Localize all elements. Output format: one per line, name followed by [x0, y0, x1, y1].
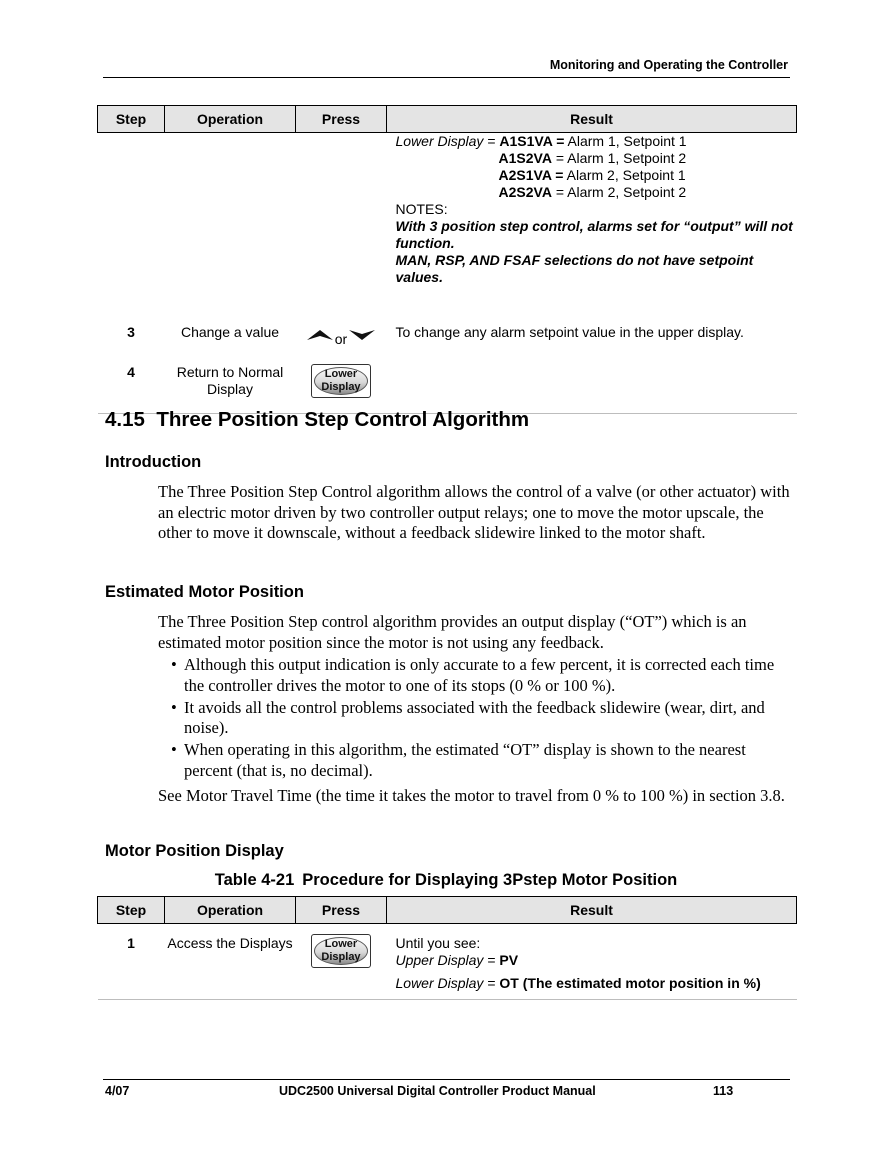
- table-row-continued: [98, 133, 797, 324]
- or-text: or: [334, 330, 348, 347]
- introduction-paragraph: The Three Position Step Control algorithm allows the control of a valve (or other actuator) with an electric motor driven by two controller output relays; one to move the motor upscale, the other to move it downscale, without a feedback slidewire linked to the motor shaft.: [158, 482, 790, 542]
- bullet-list: [158, 655, 790, 783]
- col-header-press: Press: [296, 897, 387, 924]
- see-also-paragraph: See Motor Travel Time (the time it takes the motor to travel from 0 % to 100 %) in section 3.8.: [158, 786, 785, 805]
- alarm-line-2: A1S2VA = Alarm 1, Setpoint 2: [498, 150, 687, 166]
- col-header-operation: Operation: [165, 106, 296, 133]
- col-header-step: Step: [98, 897, 165, 924]
- page-number: 113: [713, 1084, 734, 1098]
- footer-title: UDC2500 Universal Digital Controller Product Manual: [279, 1084, 596, 1098]
- result-cell: Until you see: Upper Display = PV Lower Display = OT (The estimated motor position in %): [387, 924, 797, 1000]
- down-arrow-key-icon: [348, 328, 376, 342]
- up-arrow-key-icon: [306, 328, 334, 342]
- upper-display-line: Upper Display = PV: [395, 952, 519, 968]
- table-row: [98, 924, 797, 1000]
- note-2: MAN, RSP, AND FSAF selections do not have setpoint values.: [395, 252, 754, 285]
- alarm-line-1: Lower Display = A1S1VA = Alarm 1, Setpoint 1: [395, 133, 687, 149]
- estimated-motor-position-paragraph: The Three Position Step control algorithm provides an output display (“OT”) which is an estimated motor position since the motor is not using any feedback.: [158, 612, 747, 652]
- note-1: With 3 position step control, alarms set for “output” will not function.: [395, 218, 793, 251]
- introduction-heading: Introduction: [105, 453, 202, 471]
- section-heading: 4.15 Three Position Step Control Algorithm: [105, 408, 530, 431]
- estimated-motor-position-heading: Estimated Motor Position: [105, 583, 304, 601]
- table-header-row: [98, 106, 797, 133]
- running-header: Monitoring and Operating the Controller: [549, 58, 788, 72]
- alarm-procedure-table: [97, 105, 797, 414]
- operation-text: Change a value: [180, 323, 280, 340]
- col-header-result: Result: [387, 106, 797, 133]
- footer-date: 4/07: [105, 1084, 130, 1098]
- col-header-press: Press: [296, 106, 387, 133]
- notes-label: NOTES:: [395, 201, 448, 217]
- operation-text: Access the Displays: [165, 924, 296, 1000]
- col-header-operation: Operation: [165, 897, 296, 924]
- step-number: 3: [127, 323, 135, 340]
- table-header-row: [98, 897, 797, 924]
- motor-position-procedure-table: [97, 896, 797, 1000]
- footer-rule: [103, 1079, 790, 1080]
- motor-position-display-heading: Motor Position Display: [105, 842, 284, 860]
- alarm-line-3: A2S1VA = Alarm 2, Setpoint 1: [498, 167, 686, 183]
- press-cell: [296, 924, 387, 1000]
- lower-display-label: Lower Display: [395, 133, 484, 149]
- lower-display-key-icon: Lower Display: [311, 364, 371, 398]
- list-item: • It avoids all the control problems associated with the feedback slidewire (wear, dirt, and noise).: [171, 697, 765, 737]
- press-cell: [296, 324, 387, 364]
- lower-display-key-icon: Lower Display: [311, 934, 371, 968]
- list-item: • When operating in this algorithm, the estimated “OT” display is shown to the nearest percent (that is, no decimal).: [171, 740, 746, 780]
- step-number: 1: [98, 924, 165, 1000]
- col-header-result: Result: [387, 897, 797, 924]
- operation-text: Return to Normal Display: [165, 364, 296, 414]
- header-rule: [103, 77, 790, 78]
- alarm-line-4: A2S2VA = Alarm 2, Setpoint 2: [498, 184, 687, 200]
- table-row: [98, 364, 797, 414]
- table-caption: Table 4-21 Procedure for Displaying 3Pstep Motor Position: [214, 871, 678, 889]
- step-number: 4: [98, 364, 165, 414]
- lower-display-line: Lower Display = OT (The estimated motor position in %): [395, 975, 761, 991]
- col-header-step: Step: [98, 106, 165, 133]
- press-cell: [296, 364, 387, 414]
- continued-result-cell: [387, 133, 797, 324]
- table-row: [98, 324, 797, 364]
- up-down-keys: [306, 327, 376, 347]
- list-item: • Although this output indication is only accurate to a few percent, it is corrected each time the controller drives the motor to one of its stops (0 % or 100 %).: [171, 655, 775, 695]
- result-text: To change any alarm setpoint value in the upper display.: [395, 323, 744, 340]
